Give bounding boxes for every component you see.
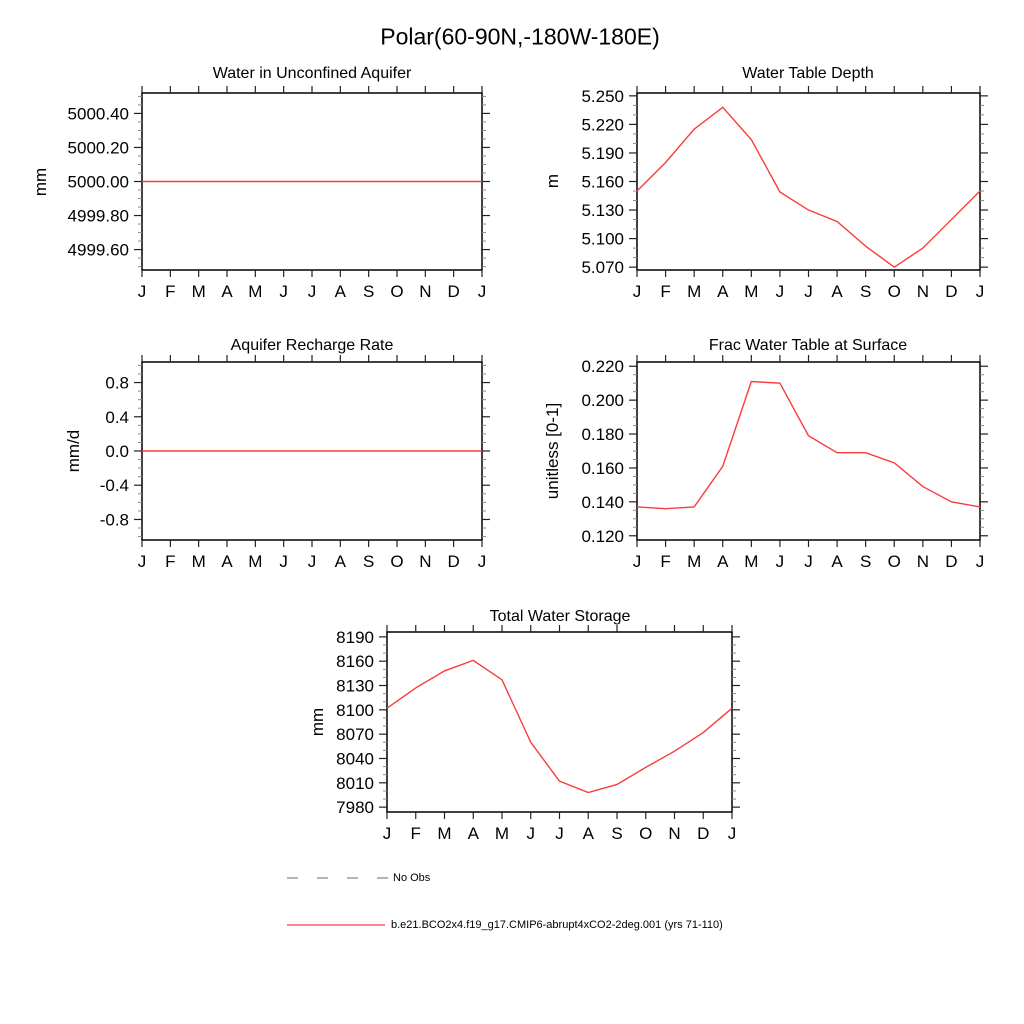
x-tick-label: M xyxy=(437,824,452,843)
x-tick-label: J xyxy=(804,552,813,571)
chart-title-water-table-depth: Water Table Depth xyxy=(742,65,874,82)
x-tick-label: M xyxy=(191,552,206,571)
x-tick-label: F xyxy=(410,824,421,843)
x-tick-label: F xyxy=(660,552,671,571)
y-tick-label: 8070 xyxy=(336,725,374,745)
x-tick-label: J xyxy=(382,824,392,843)
y-tick-label: 5.250 xyxy=(581,86,624,106)
y-tick-label: 0.0 xyxy=(105,442,129,461)
y-tick-label: 4999.80 xyxy=(67,206,129,226)
x-tick-label: F xyxy=(165,552,176,571)
x-tick-label: D xyxy=(447,552,460,571)
x-axis xyxy=(383,625,737,843)
x-tick-label: O xyxy=(390,552,404,571)
y-tick-label: -0.8 xyxy=(99,510,129,530)
chart-water-in-unconfined-aquifer xyxy=(68,86,490,301)
y-axis-label-mm-per-day: mm/d xyxy=(64,429,83,473)
y-tick-label: 5.220 xyxy=(581,115,624,135)
x-tick-label: A xyxy=(467,824,479,843)
x-tick-label: J xyxy=(632,552,642,571)
x-tick-label: D xyxy=(447,282,460,301)
x-tick-label: J xyxy=(632,282,642,301)
plot-frame xyxy=(637,362,980,540)
y-tick-label: 0.220 xyxy=(581,357,624,377)
chart-frac-water-table-at-surface xyxy=(581,355,988,571)
y-tick-label: 8040 xyxy=(336,749,374,769)
x-tick-label: J xyxy=(975,552,985,571)
x-tick-label: D xyxy=(945,552,958,571)
x-tick-label: J xyxy=(555,824,564,843)
x-tick-label: F xyxy=(165,282,176,301)
y-tick-label: 0.120 xyxy=(581,526,624,546)
no-obs-dashed-line-swatch xyxy=(287,876,389,880)
y-axis-label-unitless: unitless [0-1] xyxy=(543,402,562,500)
x-axis xyxy=(633,355,985,571)
x-tick-label: S xyxy=(611,824,623,843)
y-tick-label: 8010 xyxy=(336,773,374,793)
y-tick-label: 8130 xyxy=(336,676,374,696)
x-tick-label: A xyxy=(582,824,594,843)
y-axis xyxy=(581,87,988,277)
y-tick-label: 8160 xyxy=(336,652,374,672)
chart-title-frac-water-table-at-surface: Frac Water Table at Surface xyxy=(708,337,908,354)
x-tick-label: M xyxy=(494,824,510,843)
x-tick-label: J xyxy=(727,824,737,843)
y-tick-label: 5000.20 xyxy=(67,138,129,158)
plot-frame xyxy=(387,632,732,812)
x-tick-label: J xyxy=(526,824,535,843)
y-tick-label: 0.180 xyxy=(581,425,624,445)
chart-aquifer-recharge-rate xyxy=(100,355,490,571)
x-tick-label: J xyxy=(279,282,288,301)
x-tick-label: J xyxy=(279,552,288,571)
x-tick-label: A xyxy=(717,552,729,571)
x-tick-label: O xyxy=(390,282,404,301)
x-tick-label: J xyxy=(975,282,985,301)
x-tick-label: M xyxy=(744,282,759,301)
y-tick-label: 0.4 xyxy=(105,407,129,427)
legend-label-model-case: b.e21.BCO2x4.f19_g17.CMIP6-abrupt4xCO2-2deg.001 (yrs 71-110) xyxy=(391,919,723,931)
data-line-total-water-storage xyxy=(387,660,732,792)
x-axis xyxy=(633,86,985,301)
x-tick-label: A xyxy=(334,552,347,571)
y-tick-label: 4999.60 xyxy=(67,240,129,260)
page-title: Polar(60-90N,-180W-180E) xyxy=(380,23,660,50)
x-tick-label: N xyxy=(419,552,432,571)
x-tick-label: J xyxy=(477,282,487,301)
chart-total-water-storage xyxy=(336,625,740,843)
chart-title-water-in-unconfined-aquifer: Water in Unconfined Aquifer xyxy=(212,65,412,82)
x-tick-label: M xyxy=(687,552,702,571)
x-tick-label: A xyxy=(831,282,843,301)
x-tick-label: F xyxy=(660,282,671,301)
x-tick-label: A xyxy=(221,552,233,571)
legend-item-model-case xyxy=(287,919,723,931)
x-tick-label: A xyxy=(831,552,843,571)
x-tick-label: J xyxy=(137,552,147,571)
x-tick-label: S xyxy=(362,282,375,301)
x-tick-label: O xyxy=(887,552,901,571)
x-tick-label: M xyxy=(248,282,263,301)
chart-water-table-depth xyxy=(581,86,988,301)
y-tick-label: 0.8 xyxy=(105,373,129,393)
y-axis-label-mm-storage: mm xyxy=(308,707,327,737)
x-tick-label: A xyxy=(221,282,233,301)
y-axis-label-m: m xyxy=(543,173,562,189)
x-tick-label: N xyxy=(419,282,432,301)
x-tick-label: J xyxy=(307,282,317,301)
y-tick-label: 0.200 xyxy=(581,391,624,411)
y-tick-label: 5.100 xyxy=(581,229,624,249)
x-tick-label: M xyxy=(248,552,263,571)
x-axis xyxy=(138,355,487,571)
y-tick-label: 5.130 xyxy=(581,201,624,221)
y-tick-label: 7980 xyxy=(336,798,374,818)
x-tick-label: N xyxy=(916,282,929,301)
y-tick-label: 0.140 xyxy=(581,492,624,512)
x-tick-label: S xyxy=(362,552,375,571)
y-tick-label: 0.160 xyxy=(581,458,624,478)
data-line-water-table-depth xyxy=(637,107,980,267)
chart-title-total-water-storage: Total Water Storage xyxy=(489,608,631,625)
y-tick-label: 8190 xyxy=(336,627,374,647)
data-line-frac-water-table-at-surface xyxy=(637,381,980,508)
x-tick-label: A xyxy=(717,282,729,301)
x-tick-label: S xyxy=(859,282,872,301)
legend-label-no-obs: No Obs xyxy=(393,872,431,884)
x-tick-label: O xyxy=(887,282,901,301)
x-tick-label: A xyxy=(334,282,347,301)
y-tick-label: 5.190 xyxy=(581,143,624,163)
x-tick-label: S xyxy=(859,552,872,571)
x-tick-label: M xyxy=(744,552,759,571)
y-tick-label: 5000.40 xyxy=(67,104,129,124)
x-tick-label: N xyxy=(916,552,929,571)
y-tick-label: 5.160 xyxy=(581,172,624,192)
x-tick-label: J xyxy=(477,552,487,571)
x-tick-label: M xyxy=(687,282,702,301)
plot-frame xyxy=(637,93,980,270)
model-case-line-swatch xyxy=(287,923,387,927)
x-axis xyxy=(138,86,487,301)
x-tick-label: N xyxy=(668,824,681,843)
chart-title-aquifer-recharge-rate: Aquifer Recharge Rate xyxy=(230,337,394,354)
x-tick-label: J xyxy=(137,282,147,301)
y-tick-label: 5.070 xyxy=(581,258,624,278)
x-tick-label: D xyxy=(697,824,710,843)
x-tick-label: J xyxy=(804,282,813,301)
x-tick-label: O xyxy=(639,824,653,843)
x-tick-label: D xyxy=(945,282,958,301)
y-tick-label: 8100 xyxy=(336,700,374,720)
x-tick-label: M xyxy=(191,282,206,301)
legend-item-no-obs xyxy=(287,872,430,884)
y-axis xyxy=(581,357,988,546)
x-tick-label: J xyxy=(775,552,785,571)
x-tick-label: J xyxy=(307,552,317,571)
x-tick-label: J xyxy=(775,282,785,301)
y-tick-label: 5000.00 xyxy=(67,172,129,192)
y-axis xyxy=(336,628,740,817)
y-tick-label: -0.4 xyxy=(99,476,129,496)
y-axis-label-mm: mm xyxy=(31,167,50,197)
